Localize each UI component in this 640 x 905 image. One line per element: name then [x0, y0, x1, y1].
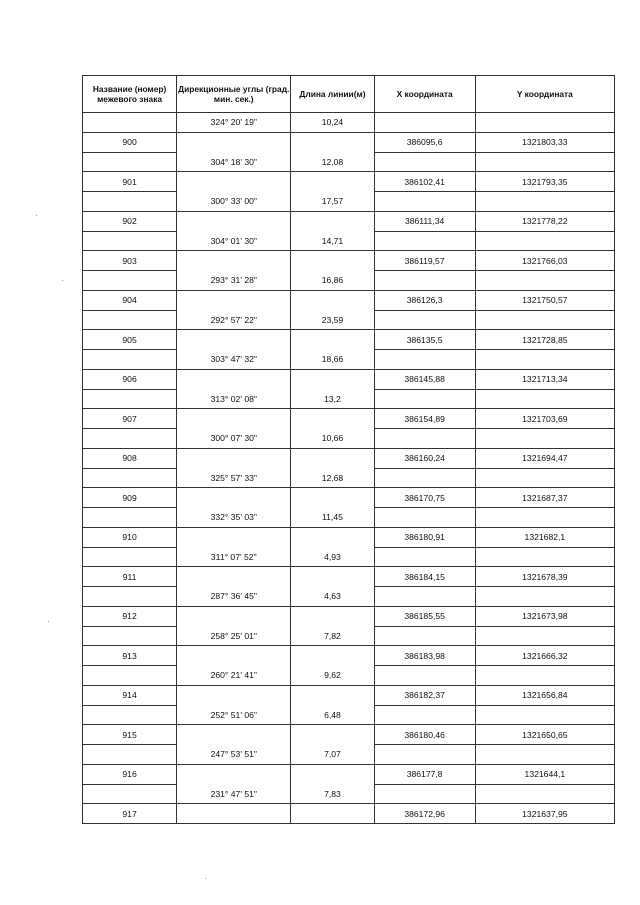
- cell-direction-angle: [177, 725, 291, 745]
- cell-line-length: [291, 646, 374, 666]
- cell-y-coordinate: 1321793,35: [475, 172, 614, 192]
- cell-direction-angle: 304° 18' 30": [177, 152, 291, 172]
- segment-row: [83, 784, 615, 804]
- cell-x-coordinate: [374, 271, 475, 291]
- cell-marker-name: 916: [83, 764, 177, 784]
- cell-line-length: [291, 409, 374, 429]
- header-y-coordinate: Y координата: [475, 76, 614, 113]
- header-x-coordinate: X координата: [374, 76, 475, 113]
- point-row: [83, 804, 615, 824]
- cell-y-coordinate: 1321766,03: [475, 251, 614, 271]
- segment-row: [83, 547, 615, 567]
- segment-row: [83, 626, 615, 646]
- cell-x-coordinate: [374, 666, 475, 686]
- cell-marker-name: 904: [83, 290, 177, 310]
- cell-y-coordinate: 1321694,47: [475, 448, 614, 468]
- cell-marker-name: [83, 468, 177, 488]
- cell-direction-angle: 287° 36' 45": [177, 587, 291, 607]
- cell-line-length: [291, 488, 374, 508]
- cell-marker-name: [83, 350, 177, 370]
- cell-direction-angle: [177, 804, 291, 824]
- cell-line-length: [291, 527, 374, 547]
- cell-direction-angle: [177, 606, 291, 626]
- point-row: [83, 172, 615, 192]
- cell-line-length: [291, 290, 374, 310]
- cell-marker-name: [83, 152, 177, 172]
- cell-y-coordinate: 1321637,95: [475, 804, 614, 824]
- cell-line-length: 16,86: [291, 271, 374, 291]
- cell-x-coordinate: 386180,91: [374, 527, 475, 547]
- cell-y-coordinate: [475, 310, 614, 330]
- cell-line-length: 12,08: [291, 152, 374, 172]
- point-row: [83, 251, 615, 271]
- cell-marker-name: 910: [83, 527, 177, 547]
- cell-line-length: [291, 448, 374, 468]
- header-line-length: Длина линии(м): [291, 76, 374, 113]
- cell-y-coordinate: 1321750,57: [475, 290, 614, 310]
- cell-direction-angle: [177, 646, 291, 666]
- segment-row: [83, 350, 615, 370]
- cell-line-length: [291, 567, 374, 587]
- cell-line-length: 10,66: [291, 429, 374, 449]
- cell-y-coordinate: [475, 547, 614, 567]
- cell-line-length: [291, 172, 374, 192]
- boundary-coordinates-table: [82, 75, 615, 824]
- header-direction-angle: Дирекционные углы (град. мин. сек.): [177, 76, 291, 113]
- cell-direction-angle: 313° 02' 08": [177, 389, 291, 409]
- cell-x-coordinate: 386126,3: [374, 290, 475, 310]
- cell-y-coordinate: 1321666,32: [475, 646, 614, 666]
- segment-row: [83, 508, 615, 528]
- table-body: [83, 113, 615, 824]
- cell-direction-angle: 292° 57' 22": [177, 310, 291, 330]
- point-row: [83, 448, 615, 468]
- scan-speck: [205, 878, 206, 879]
- segment-row: [83, 666, 615, 686]
- cell-line-length: 7,07: [291, 745, 374, 765]
- cell-marker-name: [83, 192, 177, 212]
- cell-line-length: [291, 804, 374, 824]
- cell-y-coordinate: [475, 429, 614, 449]
- cell-x-coordinate: [374, 429, 475, 449]
- cell-x-coordinate: 386095,6: [374, 132, 475, 152]
- cell-y-coordinate: [475, 666, 614, 686]
- cell-direction-angle: 293° 31' 28": [177, 271, 291, 291]
- cell-line-length: [291, 132, 374, 152]
- point-row: [83, 211, 615, 231]
- cell-marker-name: 906: [83, 369, 177, 389]
- cell-y-coordinate: [475, 113, 614, 133]
- cell-x-coordinate: [374, 784, 475, 804]
- segment-row: [83, 705, 615, 725]
- cell-x-coordinate: [374, 745, 475, 765]
- point-row: [83, 606, 615, 626]
- cell-marker-name: 901: [83, 172, 177, 192]
- cell-marker-name: 911: [83, 567, 177, 587]
- cell-line-length: 13,2: [291, 389, 374, 409]
- cell-x-coordinate: 386184,15: [374, 567, 475, 587]
- segment-row: [83, 468, 615, 488]
- cell-line-length: 7,83: [291, 784, 374, 804]
- cell-direction-angle: [177, 764, 291, 784]
- cell-line-length: 6,48: [291, 705, 374, 725]
- cell-x-coordinate: [374, 113, 475, 133]
- cell-marker-name: [83, 784, 177, 804]
- cell-line-length: 9,62: [291, 666, 374, 686]
- cell-marker-name: 902: [83, 211, 177, 231]
- cell-line-length: 11,45: [291, 508, 374, 528]
- point-row: [83, 567, 615, 587]
- cell-line-length: [291, 369, 374, 389]
- cell-x-coordinate: [374, 705, 475, 725]
- cell-x-coordinate: 386119,57: [374, 251, 475, 271]
- cell-line-length: 23,59: [291, 310, 374, 330]
- scan-speck: [62, 280, 63, 281]
- cell-y-coordinate: [475, 271, 614, 291]
- cell-direction-angle: 304° 01' 30": [177, 231, 291, 251]
- cell-x-coordinate: 386183,98: [374, 646, 475, 666]
- cell-y-coordinate: [475, 587, 614, 607]
- cell-line-length: [291, 330, 374, 350]
- cell-line-length: 4,63: [291, 587, 374, 607]
- segment-row: [83, 745, 615, 765]
- cell-y-coordinate: [475, 626, 614, 646]
- cell-line-length: 7,82: [291, 626, 374, 646]
- cell-direction-angle: 325° 57' 33": [177, 468, 291, 488]
- cell-x-coordinate: [374, 231, 475, 251]
- cell-y-coordinate: [475, 152, 614, 172]
- cell-x-coordinate: [374, 547, 475, 567]
- cell-direction-angle: 332° 35' 03": [177, 508, 291, 528]
- cell-x-coordinate: [374, 350, 475, 370]
- cell-y-coordinate: [475, 745, 614, 765]
- point-row: [83, 685, 615, 705]
- cell-marker-name: 914: [83, 685, 177, 705]
- cell-x-coordinate: [374, 587, 475, 607]
- cell-direction-angle: [177, 409, 291, 429]
- cell-line-length: 10,24: [291, 113, 374, 133]
- point-row: [83, 290, 615, 310]
- point-row: [83, 330, 615, 350]
- cell-x-coordinate: [374, 389, 475, 409]
- point-row: [83, 369, 615, 389]
- cell-marker-name: 915: [83, 725, 177, 745]
- cell-direction-angle: 231° 47' 51": [177, 784, 291, 804]
- cell-marker-name: [83, 310, 177, 330]
- cell-x-coordinate: 386170,75: [374, 488, 475, 508]
- cell-y-coordinate: [475, 350, 614, 370]
- segment-row: [83, 429, 615, 449]
- segment-row: [83, 152, 615, 172]
- cell-marker-name: 903: [83, 251, 177, 271]
- cell-line-length: 18,66: [291, 350, 374, 370]
- segment-row: [83, 310, 615, 330]
- cell-y-coordinate: 1321650,65: [475, 725, 614, 745]
- cell-x-coordinate: [374, 310, 475, 330]
- cell-y-coordinate: 1321687,37: [475, 488, 614, 508]
- cell-line-length: 14,71: [291, 231, 374, 251]
- cell-marker-name: [83, 666, 177, 686]
- cell-marker-name: [83, 587, 177, 607]
- cell-direction-angle: 247° 53' 51": [177, 745, 291, 765]
- cell-direction-angle: 260° 21' 41": [177, 666, 291, 686]
- cell-direction-angle: 300° 07' 30": [177, 429, 291, 449]
- cell-x-coordinate: [374, 468, 475, 488]
- cell-marker-name: 917: [83, 804, 177, 824]
- cell-direction-angle: [177, 527, 291, 547]
- cell-direction-angle: 311° 07' 52": [177, 547, 291, 567]
- cell-direction-angle: [177, 685, 291, 705]
- cell-line-length: 12,68: [291, 468, 374, 488]
- cell-direction-angle: 252° 51' 06": [177, 705, 291, 725]
- cell-x-coordinate: [374, 626, 475, 646]
- cell-direction-angle: [177, 132, 291, 152]
- cell-marker-name: 908: [83, 448, 177, 468]
- cell-x-coordinate: 386180,46: [374, 725, 475, 745]
- cell-marker-name: 900: [83, 132, 177, 152]
- cell-direction-angle: [177, 369, 291, 389]
- cell-x-coordinate: 386111,34: [374, 211, 475, 231]
- point-row: [83, 527, 615, 547]
- point-row: [83, 646, 615, 666]
- cell-y-coordinate: 1321682,1: [475, 527, 614, 547]
- cell-x-coordinate: 386135,5: [374, 330, 475, 350]
- cell-direction-angle: [177, 211, 291, 231]
- segment-row: [83, 231, 615, 251]
- cell-marker-name: [83, 547, 177, 567]
- cell-direction-angle: [177, 290, 291, 310]
- point-row: [83, 764, 615, 784]
- cell-marker-name: [83, 231, 177, 251]
- cell-direction-angle: [177, 567, 291, 587]
- cell-y-coordinate: [475, 389, 614, 409]
- cell-direction-angle: [177, 330, 291, 350]
- scan-speck: [36, 215, 37, 216]
- cell-marker-name: 905: [83, 330, 177, 350]
- cell-marker-name: [83, 271, 177, 291]
- cell-x-coordinate: [374, 508, 475, 528]
- cell-direction-angle: [177, 172, 291, 192]
- cell-marker-name: 909: [83, 488, 177, 508]
- cell-line-length: [291, 764, 374, 784]
- point-row: [83, 725, 615, 745]
- cell-marker-name: [83, 626, 177, 646]
- cell-y-coordinate: 1321644,1: [475, 764, 614, 784]
- cell-line-length: [291, 251, 374, 271]
- cell-x-coordinate: 386172,96: [374, 804, 475, 824]
- cell-x-coordinate: 386177,8: [374, 764, 475, 784]
- cell-y-coordinate: [475, 192, 614, 212]
- cell-x-coordinate: 386145,88: [374, 369, 475, 389]
- header-marker-name: Название (номер) межевого знака: [83, 76, 177, 113]
- scan-speck: [48, 621, 49, 622]
- point-row: [83, 488, 615, 508]
- cell-direction-angle: 300° 33' 00": [177, 192, 291, 212]
- cell-direction-angle: 258° 25' 01": [177, 626, 291, 646]
- cell-y-coordinate: 1321778,22: [475, 211, 614, 231]
- cell-marker-name: [83, 705, 177, 725]
- cell-y-coordinate: [475, 508, 614, 528]
- cell-marker-name: [83, 429, 177, 449]
- cell-y-coordinate: 1321803,33: [475, 132, 614, 152]
- cell-y-coordinate: [475, 468, 614, 488]
- cell-x-coordinate: [374, 152, 475, 172]
- cell-x-coordinate: [374, 192, 475, 212]
- segment-row: [83, 113, 615, 133]
- cell-line-length: 17,57: [291, 192, 374, 212]
- point-row: [83, 409, 615, 429]
- cell-marker-name: [83, 508, 177, 528]
- cell-marker-name: [83, 389, 177, 409]
- cell-x-coordinate: 386185,55: [374, 606, 475, 626]
- cell-line-length: [291, 606, 374, 626]
- cell-y-coordinate: [475, 231, 614, 251]
- cell-marker-name: [83, 113, 177, 133]
- cell-y-coordinate: [475, 784, 614, 804]
- cell-x-coordinate: 386154,89: [374, 409, 475, 429]
- cell-y-coordinate: [475, 705, 614, 725]
- cell-x-coordinate: 386160,24: [374, 448, 475, 468]
- cell-marker-name: [83, 745, 177, 765]
- cell-marker-name: 912: [83, 606, 177, 626]
- cell-marker-name: 913: [83, 646, 177, 666]
- cell-y-coordinate: 1321678,39: [475, 567, 614, 587]
- cell-y-coordinate: 1321656,84: [475, 685, 614, 705]
- cell-direction-angle: [177, 251, 291, 271]
- cell-direction-angle: [177, 488, 291, 508]
- cell-y-coordinate: 1321703,69: [475, 409, 614, 429]
- cell-line-length: 4,93: [291, 547, 374, 567]
- cell-y-coordinate: 1321713,34: [475, 369, 614, 389]
- cell-line-length: [291, 725, 374, 745]
- segment-row: [83, 389, 615, 409]
- cell-line-length: [291, 685, 374, 705]
- cell-direction-angle: 324° 20' 19": [177, 113, 291, 133]
- segment-row: [83, 271, 615, 291]
- cell-y-coordinate: 1321728,85: [475, 330, 614, 350]
- table-header-row: [83, 76, 615, 113]
- cell-x-coordinate: 386102,41: [374, 172, 475, 192]
- cell-x-coordinate: 386182,37: [374, 685, 475, 705]
- segment-row: [83, 587, 615, 607]
- cell-marker-name: 907: [83, 409, 177, 429]
- cell-direction-angle: 303° 47' 32": [177, 350, 291, 370]
- cell-direction-angle: [177, 448, 291, 468]
- cell-line-length: [291, 211, 374, 231]
- segment-row: [83, 192, 615, 212]
- point-row: [83, 132, 615, 152]
- cell-y-coordinate: 1321673,98: [475, 606, 614, 626]
